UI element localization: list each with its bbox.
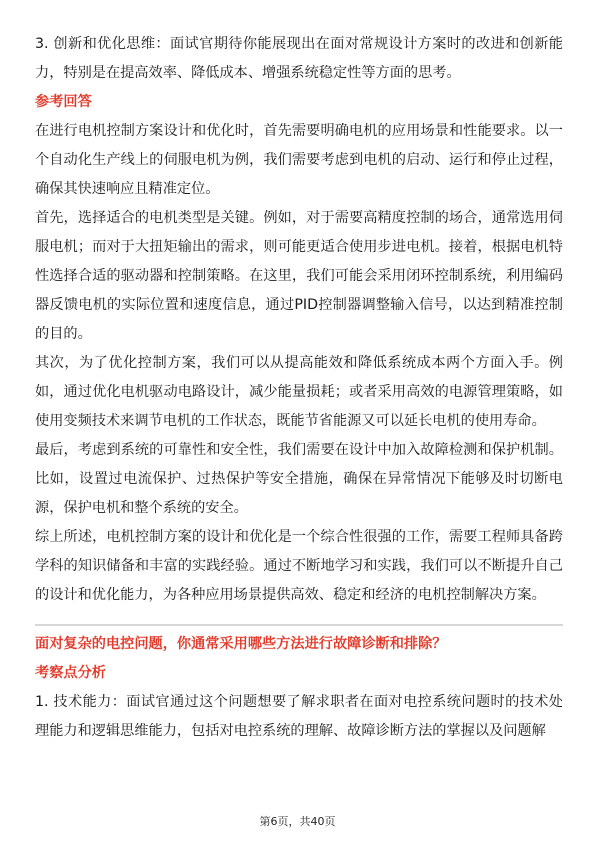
document-body: [35, 30, 563, 746]
page-number-footer: 第6页，共40页: [259, 815, 336, 828]
answer-paragraph-1: 在进行电机控制方案设计和优化时，首先需要明确电机的应用场景和性能要求。以一个自动化生产线上的伺服电机为例，我们需要考虑到电机的启动、运行和停止过程，确保其快速响应且精准定位。: [35, 123, 563, 197]
answer-paragraph-4: 最后，考虑到系统的可靠性和安全性，我们需要在设计中加入故障检测和保护机制。比如，设置过电流保护、过热保护等安全措施，确保在异常情况下能够及时切断电源，保护电机和整个系统的安全。: [35, 442, 563, 516]
section-divider: [35, 624, 563, 626]
answer-paragraph-5: 综上所述，电机控制方案的设计和优化是一个综合性很强的工作，需要工程师具备跨学科的知识储备和丰富的实践经验。通过不断地学习和实践，我们可以不断提升自己的设计和优化能力，为各种应用场景提供高效、稳定和经济的电机控制解决方案。: [35, 529, 563, 603]
answer-heading: 参考回答: [35, 94, 92, 110]
analysis-point-1: 1. 技术能力：面试官通过这个问题想要了解求职者在面对电控系统问题时的技术处理能力和逻辑思维能力，包括对电控系统的理解、故障诊断方法的掌握以及问题解: [35, 694, 563, 739]
answer-paragraph-2: 首先，选择适合的电机类型是关键。例如，对于需要高精度控制的场合，通常选用伺服电机；而对于大扭矩输出的需求，则可能更适合使用步进电机。接着，根据电机特性选择合适的驱动器和控制策略。在这里，我们可能会采用闭环控制系统，利用编码器反馈电机的实际位置和速度信息，通过PID控制器调整输入信号，以达到精准控制的目的。: [35, 210, 563, 342]
next-question-title: 面对复杂的电控问题，你通常采用哪些方法进行故障诊断和排除？: [35, 636, 447, 652]
intro-point-3: 3. 创新和优化思维：面试官期待你能展现出在面对常规设计方案时的改进和创新能力，特别是在提高效率、降低成本、增强系统稳定性等方面的思考。: [35, 36, 563, 81]
answer-paragraph-3: 其次，为了优化控制方案，我们可以从提高能效和降低系统成本两个方面入手。例如，通过优化电机驱动电路设计，减少能量损耗；或者采用高效的电源管理策略，如使用变频技术来调节电机的工作状态，既能节省能源又可以延长电机的使用寿命。: [35, 355, 563, 429]
analysis-heading: 考察点分析: [35, 665, 106, 681]
